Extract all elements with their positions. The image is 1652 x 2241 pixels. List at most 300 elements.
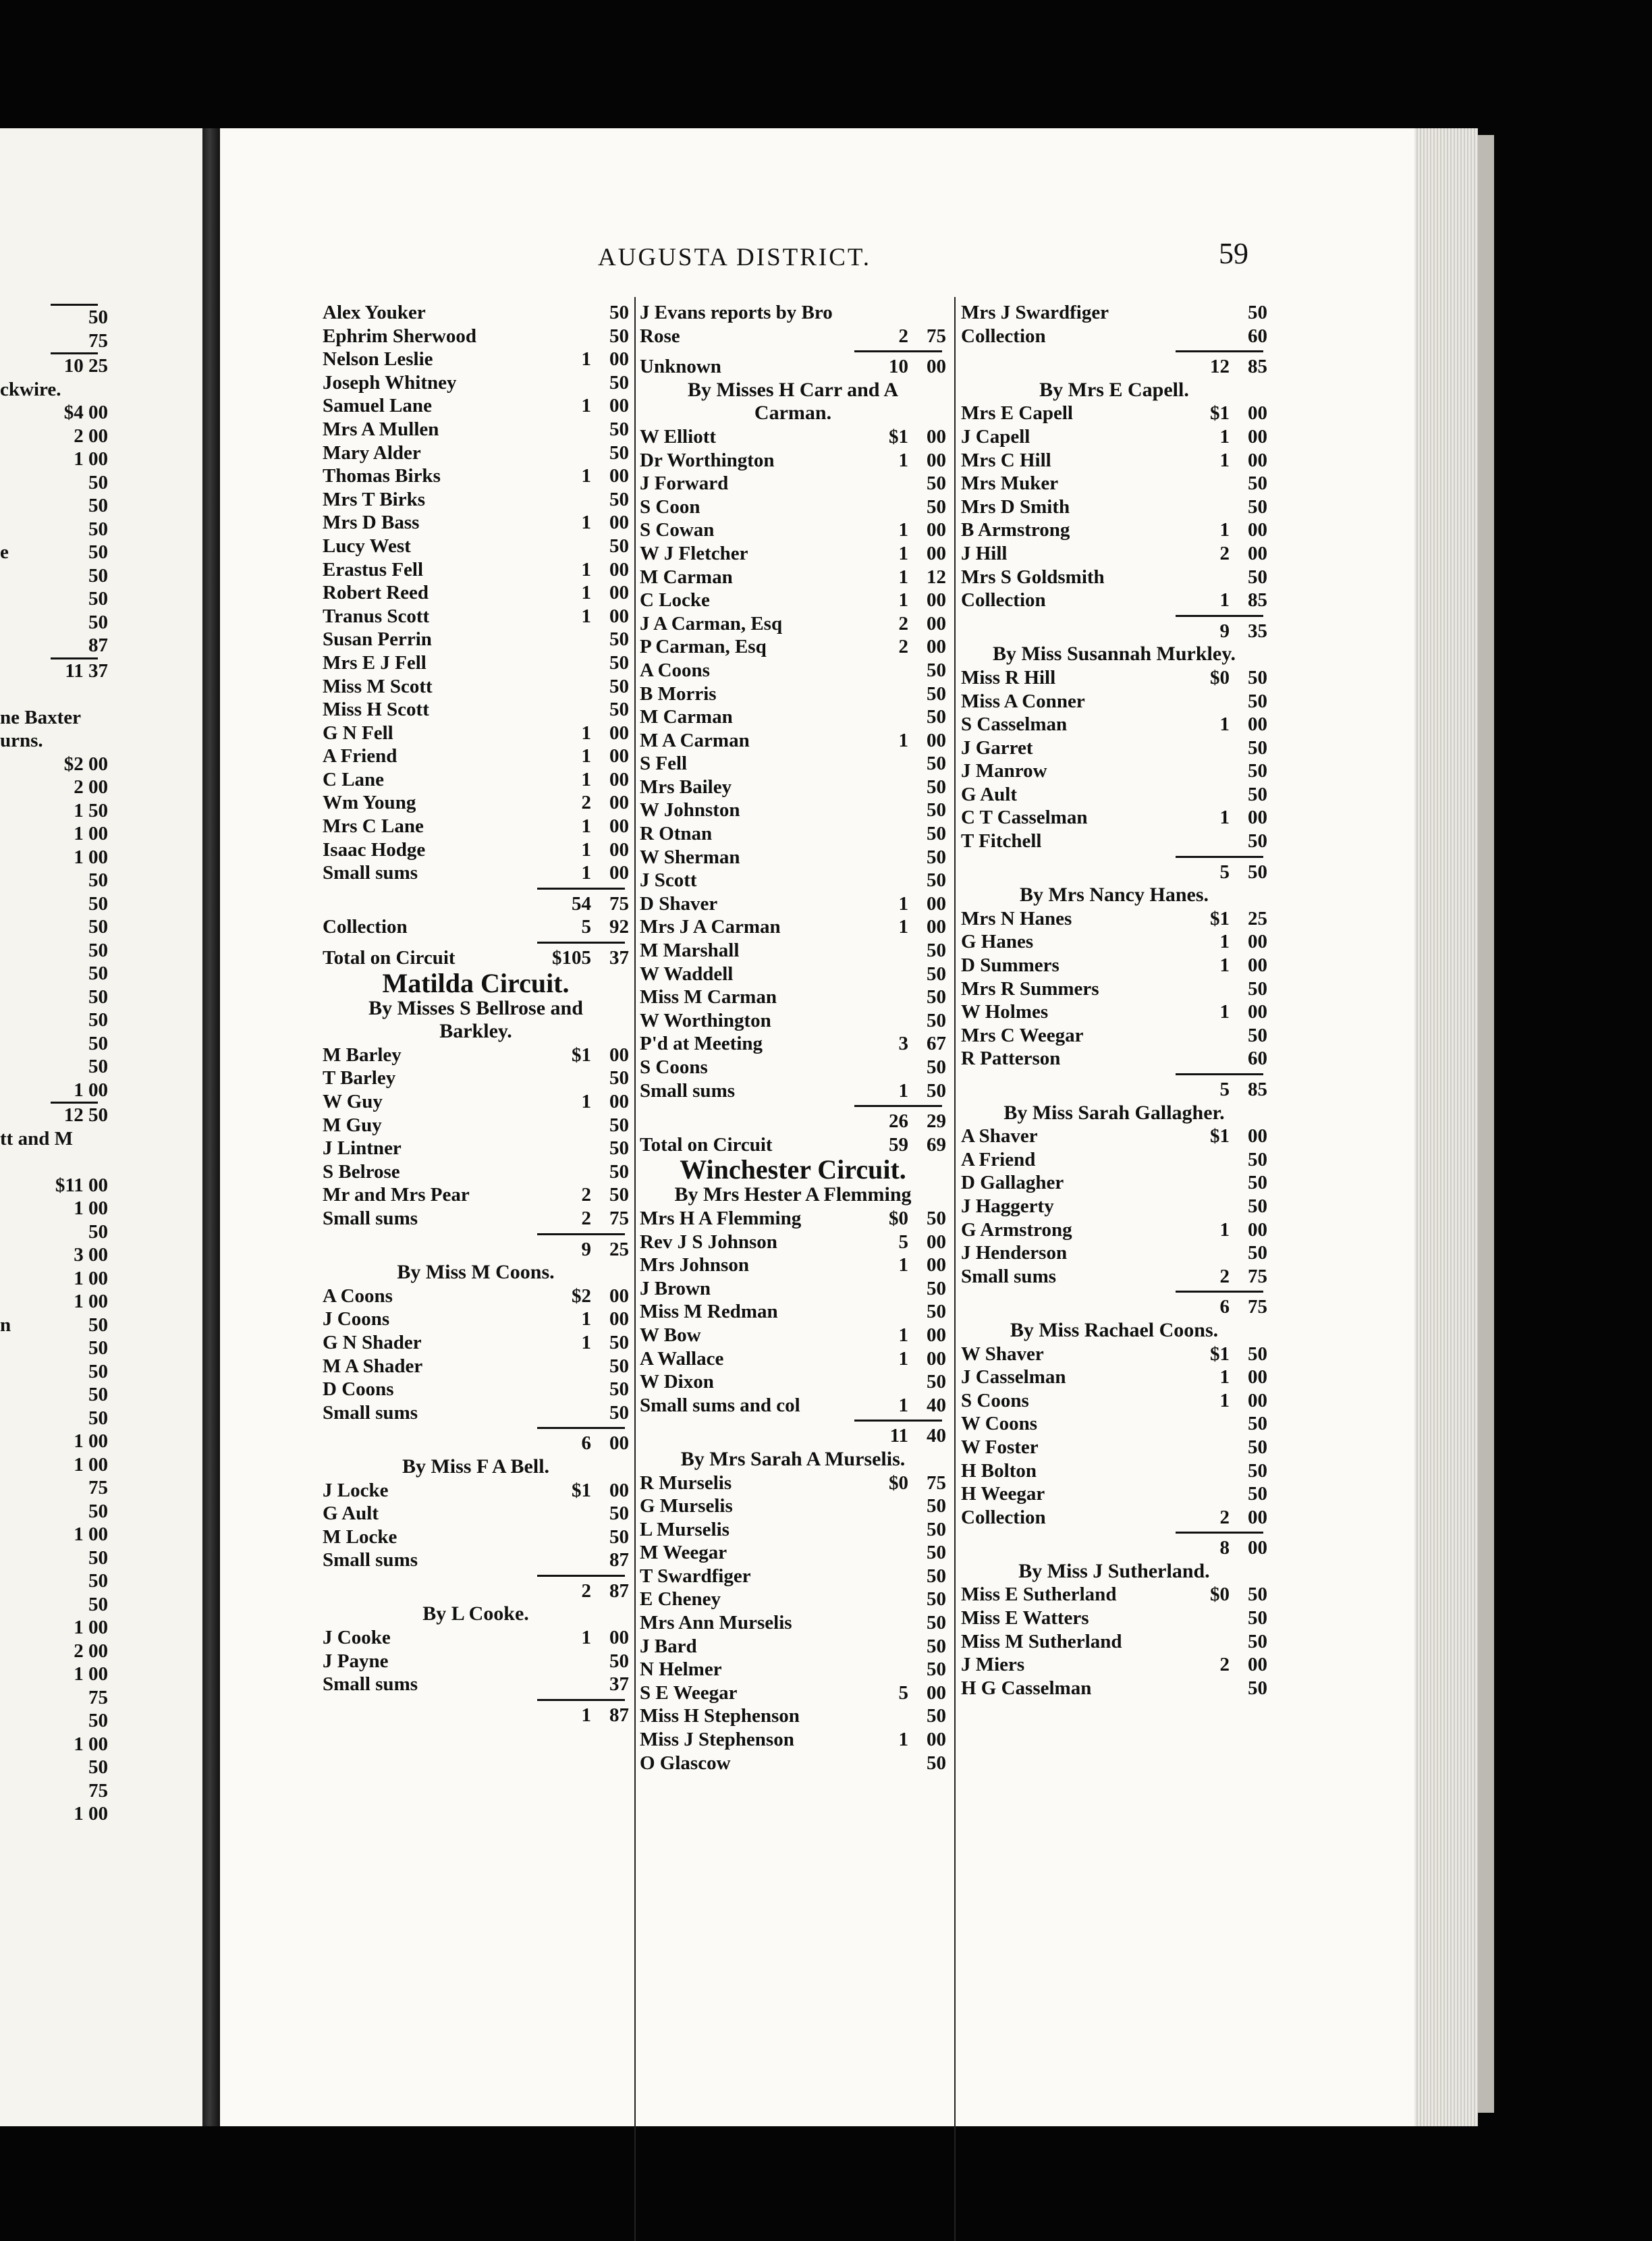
collector-heading-text: By L Cooke. [422,1602,529,1625]
amount-cents: 50 [1248,1148,1267,1170]
subscriber-name: G Hanes [961,931,1034,953]
subscription-entry [956,1000,1273,1024]
amount-dollars: 1 [581,1308,591,1330]
collector-heading [317,997,634,1021]
collector-heading [317,1602,634,1626]
amount-dollars: $1 [1210,402,1230,425]
left-page-entry [0,611,108,634]
subscriber-name: Total on Circuit [323,947,456,969]
amount-dollars: 1 [581,465,591,487]
left-page-amount: 50 [88,1546,108,1569]
collector-heading-text: By Miss Rachael Coons. [1010,1318,1219,1341]
amount-cents: 75 [1248,1265,1267,1287]
amount-cents: 00 [609,1285,629,1307]
subscription-entry [634,472,952,495]
subscription-entry [317,861,634,885]
subscription-entry [317,325,634,348]
amount-cents: 50 [927,1752,946,1774]
subscriber-name: J Bard [640,1635,697,1657]
subscriber-name: Susan Perrin [323,628,432,651]
subscription-entry [317,1378,634,1401]
amount-cents: 35 [1248,620,1267,642]
subscriber-name: Miss J Stephenson [640,1729,794,1751]
amount-cents: 00 [1248,1125,1267,1148]
left-page-entry [0,682,108,706]
subscription-entry [634,542,952,566]
left-page-amount: 10 25 [63,355,108,377]
subscription-entry [317,1580,634,1603]
subscriber-name: Mrs J Swardfiger [961,302,1109,323]
amount-dollars: 1 [581,512,591,534]
amount-dollars: 3 [898,1033,908,1055]
left-page-entry [0,1756,108,1779]
amount-cents: 00 [609,512,629,534]
subscriber-name: Mrs J A Carman [640,916,781,938]
left-page-amount: 75 [88,1779,108,1802]
amount-cents: 40 [927,1425,946,1447]
subscription-entry [956,1459,1273,1483]
amount-cents: 50 [927,823,946,845]
amount-cents: 50 [609,651,629,674]
left-page-entry [0,1267,108,1291]
left-page-entry [0,541,108,564]
subscription-entry [634,1370,952,1394]
left-page-entry [0,1686,108,1710]
subscriber-name: C T Casselman [961,807,1088,829]
subscription-entry [317,301,634,325]
subscription-entry [317,558,634,582]
subscription-entry [956,1125,1273,1148]
collector-heading [634,1448,952,1472]
amount-cents: 00 [609,745,629,767]
subscriber-name: D Coons [323,1378,394,1401]
amount-cents: 50 [927,776,946,798]
left-page-entry [0,1127,108,1151]
amount-cents: 00 [609,605,629,627]
amount-cents: 00 [609,1627,629,1649]
left-page-entry [0,1802,108,1826]
left-page-amount: 50 [88,495,108,516]
subscription-entry [634,869,952,892]
amount-dollars: 12 [1210,356,1230,378]
subscription-entry [317,511,634,535]
amount-dollars: 11 [889,1425,908,1447]
subscription-entry [317,1238,634,1262]
subscription-entry [317,1432,634,1455]
left-page-amount: 50 [88,1220,108,1243]
left-page-text: tt and M [0,1127,73,1150]
subscription-entry [634,449,952,473]
amount-dollars: 1 [1219,807,1230,829]
left-page-amount: 50 [88,1710,108,1731]
subscriber-name: Mrs E Capell [961,402,1073,425]
left-page-entry [0,1360,108,1384]
collector-heading-text: By Misses H Carr and A [688,378,898,401]
amount-cents: 50 [609,675,629,697]
amount-cents: 37 [609,1673,629,1696]
amount-dollars: 1 [1219,519,1230,541]
amount-cents: 50 [1248,1483,1267,1505]
amount-cents: 00 [609,815,629,838]
amount-cents: 50 [609,1526,629,1548]
subscription-entry [956,1389,1273,1413]
subscriber-name: Mrs D Bass [323,512,420,534]
left-page-entry [0,915,108,939]
subscriber-name: W J Fletcher [640,542,748,564]
subscription-entry [317,745,634,768]
amount-cents: 00 [609,768,629,790]
subscriber-name: Mary Alder [323,441,421,464]
subscription-entry [956,1218,1273,1242]
left-page-amount: 1 00 [74,1291,108,1312]
subscriber-name: W Holmes [961,1001,1049,1023]
subscription-entry [634,915,952,939]
amount-dollars: 1 [581,862,591,884]
amount-cents: 50 [1248,1436,1267,1458]
amount-cents: 00 [1248,1506,1267,1528]
left-page-entry [0,986,108,1009]
amount-cents: 00 [1248,1218,1267,1241]
amount-cents: 50 [1248,1607,1267,1629]
page-header [220,236,1414,284]
subscriber-name: R Murselis [640,1472,732,1494]
amount-dollars: 1 [898,449,908,471]
subscription-entry [317,675,634,699]
subscription-entry [317,371,634,395]
left-page-entry [0,1150,108,1174]
subscription-entry [634,612,952,636]
left-page-amount: 50 [88,916,108,938]
amount-cents: 50 [927,846,946,868]
subscription-entry [634,1704,952,1728]
subscription-entry [634,776,952,799]
left-page-entry [0,587,108,611]
subscriber-name: Collection [961,325,1046,347]
subscriber-name: Thomas Birks [323,465,441,487]
amount-dollars: 2 [581,1207,591,1229]
left-page-amount: 50 [88,963,108,984]
amount-dollars: 1 [581,1091,591,1112]
amount-cents: 00 [1248,1001,1267,1023]
amount-cents: 00 [609,348,629,371]
amount-cents: 50 [609,488,629,510]
subscriber-name: P Carman, Esq [640,636,767,658]
subscription-entry [956,620,1273,643]
amount-dollars: 2 [898,636,908,658]
subscription-entry [634,495,952,519]
subscription-entry [317,628,634,651]
amount-cents: 50 [927,659,946,681]
sum-rule [537,1699,625,1701]
amount-dollars: $0 [889,1207,908,1229]
amount-cents: 00 [609,465,629,487]
subscription-entry [317,651,634,675]
subscriber-name: R Otnan [640,823,713,845]
sum-rule [854,350,942,352]
amount-dollars: 1 [581,605,591,627]
left-page-entry [0,1569,108,1593]
amount-cents: 50 [927,1371,946,1393]
subscription-entry [317,815,634,838]
subscription-entry [317,488,634,512]
left-page-entry [0,1197,108,1220]
subscriber-name: Mrs D Smith [961,495,1070,518]
subscription-entry [634,1324,952,1347]
subscriber-name: Mrs R Summers [961,977,1099,1000]
amount-cents: 50 [609,418,629,440]
left-page-amount: $2 00 [63,753,108,775]
subscription-entry [956,355,1273,379]
amount-cents: 50 [927,1056,946,1078]
subscription-entry [634,566,952,589]
left-page-entry [0,1779,108,1803]
subscription-entry [956,977,1273,1001]
amount-cents: 50 [927,706,946,728]
amount-cents: 50 [927,473,946,495]
amount-dollars: 1 [581,348,591,371]
subscriber-name: J Payne [323,1650,389,1672]
subscriber-name: W Sherman [640,846,740,868]
collector-heading [317,1261,634,1285]
amount-cents: 50 [1248,495,1267,518]
subscriber-name: R Patterson [961,1048,1061,1070]
subscriber-name: N Helmer [640,1658,722,1681]
subscription-column-3 [956,301,1273,1700]
left-page-column [0,304,108,1826]
subscription-entry [956,1506,1273,1530]
amount-dollars: 1 [581,1627,591,1649]
subscriber-name: P'd at Meeting [640,1033,763,1055]
circuit-heading-text: Winchester Circuit. [680,1154,906,1185]
subscriber-name: A Friend [323,745,397,767]
subscriber-name: Alex Youker [323,302,426,323]
subscription-entry [634,963,952,986]
sum-rule [854,1105,942,1107]
left-page-entry [0,1500,108,1523]
subscriber-name: Rose [640,325,680,347]
amount-cents: 85 [1248,589,1267,612]
amount-cents: 50 [927,1542,946,1564]
subscriber-name: Wm Young [323,792,416,814]
amount-dollars: 5 [898,1681,908,1704]
amount-dollars: $1 [1210,907,1230,929]
amount-cents: 87 [609,1580,629,1602]
subscription-entry [956,1630,1273,1654]
amount-dollars: 9 [581,1238,591,1260]
amount-dollars: 1 [1219,1218,1230,1241]
amount-cents: 50 [609,325,629,347]
subscriber-name: M Marshall [640,940,740,962]
amount-cents: 29 [927,1110,946,1133]
amount-cents: 00 [609,1308,629,1330]
amount-dollars: 1 [898,519,908,541]
collector-heading-text: By Miss J Sutherland. [1018,1559,1210,1582]
subscription-entry [956,759,1273,783]
subscriber-name: J Cooke [323,1627,391,1649]
amount-cents: 60 [1248,325,1267,347]
amount-cents: 75 [927,325,946,347]
left-page-entry [0,1663,108,1686]
subscriber-name: J A Carman, Esq [640,612,783,634]
subscriber-name: W Shaver [961,1343,1044,1365]
amount-dollars: 1 [581,582,591,604]
subscriber-name: D Shaver [640,892,718,915]
subscription-entry [317,1207,634,1231]
left-page-text: urns. [0,730,43,751]
amount-cents: 50 [1248,473,1267,495]
subscription-entry [317,1502,634,1526]
subscriber-name: J Brown [640,1277,711,1299]
amount-cents: 50 [927,753,946,775]
sum-rule [1176,1073,1263,1075]
amount-dollars: $0 [889,1472,908,1494]
amount-cents: 50 [927,1301,946,1323]
subscriber-name: W Coons [961,1413,1038,1435]
left-page-entry [0,634,108,657]
amount-cents: 75 [1248,1296,1267,1318]
subscription-entry [634,939,952,963]
amount-dollars: $2 [572,1285,591,1307]
subscriber-name: Miss R Hill [961,666,1056,688]
subscriber-name: A Coons [640,659,710,681]
amount-cents: 75 [927,1472,946,1494]
amount-cents: 50 [927,1277,946,1299]
amount-cents: 00 [1248,402,1267,425]
amount-dollars: 1 [898,1347,908,1370]
subscriber-name: H Bolton [961,1459,1037,1482]
subscriber-name: Rev J S Johnson [640,1231,777,1253]
subscriber-name: W Dixon [640,1371,714,1393]
collector-heading-text: By Miss Susannah Murkley. [992,643,1236,666]
amount-dollars: 1 [898,1324,908,1346]
subscriber-name: Small sums [323,1673,418,1696]
amount-dollars: 26 [889,1110,908,1133]
subscriber-name: S E Weegar [640,1681,738,1704]
left-page-amount: 50 [88,564,108,587]
subscriber-name: J Hill [961,542,1008,564]
amount-cents: 87 [609,1704,629,1726]
left-page-amount: $4 00 [63,402,108,423]
left-page-amount: 50 [88,1056,108,1077]
book-cover-edge [1478,135,1494,2113]
collector-heading [634,379,952,402]
subscription-entry [634,301,952,325]
subscription-entry [317,1479,634,1503]
left-page-entry [0,846,108,869]
left-page-entry [0,378,108,402]
amount-cents: 67 [927,1033,946,1055]
amount-cents: 69 [927,1133,946,1156]
subscriber-name: Miss M Carman [640,986,777,1008]
subscriber-name: T Barley [323,1067,396,1089]
left-page-entry [0,1453,108,1477]
subscription-entry [317,464,634,488]
amount-cents: 50 [609,1650,629,1672]
amount-cents: 00 [927,542,946,564]
subscriber-name: Small sums [323,1401,418,1424]
subscription-entry [317,1704,634,1727]
subscription-entry [956,954,1273,977]
amount-cents: 50 [1248,1677,1267,1699]
subscription-entry [317,394,634,418]
subscription-entry [634,1032,952,1056]
amount-dollars: 2 [1219,1506,1230,1528]
amount-dollars: 1 [898,1254,908,1276]
subscriber-name: W Foster [961,1436,1039,1458]
amount-cents: 50 [927,986,946,1008]
left-page-amount: 2 00 [74,425,108,447]
subscription-entry [317,1044,634,1067]
subscriber-name: Collection [961,1506,1046,1528]
page-number: 59 [1219,237,1248,270]
collector-heading-text: By Mrs Sarah A Murselis. [680,1447,906,1470]
amount-dollars: 1 [1219,589,1230,612]
amount-dollars: 1 [1219,954,1230,977]
left-page-entry [0,1290,108,1314]
subscription-entry [634,1518,952,1542]
subscriber-name: Mrs N Hanes [961,907,1072,929]
subscriber-name: M Guy [323,1114,382,1136]
amount-dollars: 1 [898,566,908,588]
left-page-amount: 75 [88,329,108,352]
amount-cents: 50 [1248,1195,1267,1217]
amount-dollars: 6 [1219,1296,1230,1318]
amount-cents: 00 [609,1044,629,1066]
amount-cents: 50 [1248,830,1267,853]
left-page-amount: 1 00 [74,1733,108,1755]
collector-heading [956,1560,1273,1584]
subscriber-name: Mrs E J Fell [323,651,426,674]
amount-dollars: 59 [889,1133,908,1156]
subscriber-name: Unknown [640,356,721,378]
amount-cents: 85 [1248,1079,1267,1100]
amount-cents: 50 [609,441,629,464]
subscription-entry [634,1635,952,1658]
subscriber-name: W Guy [323,1091,383,1112]
subscriber-name: Joseph Whitney [323,371,457,394]
subscription-entry [634,1009,952,1033]
left-page-entry [0,1314,108,1337]
left-page-entry [0,1174,108,1197]
amount-cents: 50 [609,1160,629,1183]
subscriber-name: Small sums [640,1079,736,1102]
amount-cents: 00 [927,916,946,938]
amount-cents: 00 [1248,1537,1267,1559]
left-page-entry [0,1593,108,1617]
subscriber-name: A Wallace [640,1347,724,1370]
left-page-text: n [0,1314,11,1336]
left-page-entry [0,799,108,823]
subscriber-name: J Manrow [961,760,1047,782]
amount-cents: 00 [927,356,946,378]
left-page-amount: 50 [88,1337,108,1359]
amount-dollars: 2 [1219,1654,1230,1676]
left-page-amount: 50 [88,588,108,610]
subscriber-name: C Lane [323,768,385,790]
amount-cents: 00 [1248,1654,1267,1676]
amount-cents: 50 [1248,760,1267,782]
subscription-entry [956,1241,1273,1265]
left-page-amount: 50 [88,306,108,328]
subscriber-name: Miss M Redman [640,1301,778,1323]
subscription-entry [634,752,952,776]
amount-cents: 50 [1248,1172,1267,1194]
collector-heading-text: By Miss F A Bell. [402,1455,550,1478]
collector-heading-text: Carman. [754,402,832,425]
amount-cents: 75 [609,1207,629,1229]
subscriber-name: O Glascow [640,1752,731,1774]
amount-cents: 00 [927,1324,946,1346]
